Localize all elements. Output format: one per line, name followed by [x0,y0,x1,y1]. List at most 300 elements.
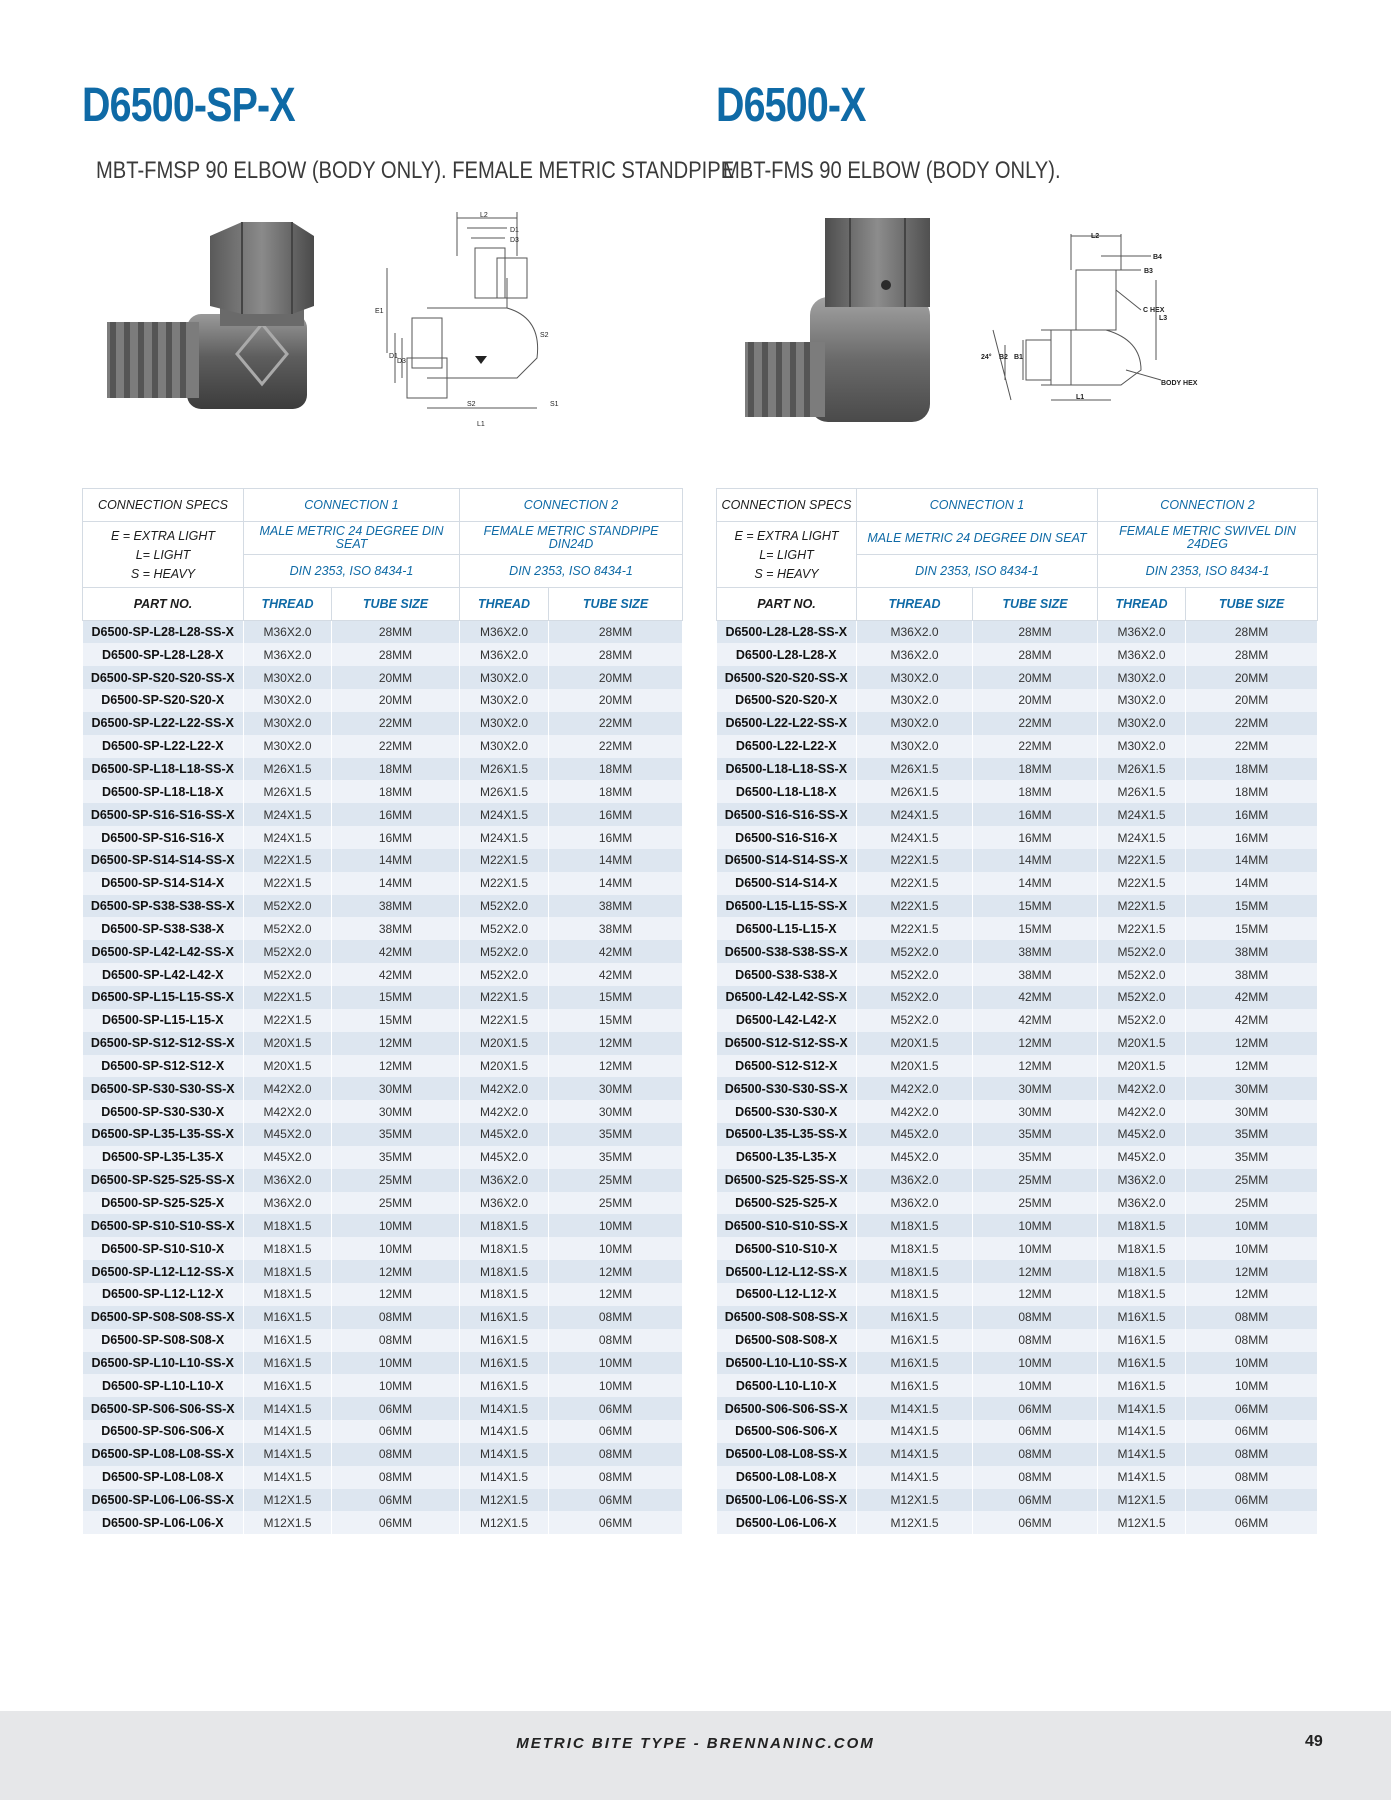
connection-1-thread: M16X1.5 [857,1306,973,1329]
connection-2-tube-size: 12MM [1186,1055,1318,1078]
drawing-label-angle: 24° [981,354,992,361]
connection-2-thread: M45X2.0 [1098,1123,1186,1146]
connection-2-thread: M42X2.0 [460,1077,549,1100]
part-number: D6500-S20-S20-SS-X [717,666,857,689]
connection-1-thread: M42X2.0 [244,1077,332,1100]
connection-1-thread: M36X2.0 [857,643,973,666]
part-number: D6500-S30-S30-X [717,1100,857,1123]
connection-2-thread: M42X2.0 [1098,1077,1186,1100]
table-row [83,643,683,666]
part-number: D6500-SP-L08-L08-SS-X [83,1443,244,1466]
connection-2-tube-size: 42MM [549,940,683,963]
connection-2-tube-size: 25MM [549,1169,683,1192]
connection-1-thread: M22X1.5 [244,872,332,895]
connection-2-tube-size: 10MM [549,1352,683,1375]
connection-2-tube-size: 22MM [1186,735,1318,758]
table-row [83,917,683,940]
connection-2-tube-size: 28MM [1186,643,1318,666]
connection-1-tube-size: 25MM [332,1169,460,1192]
connection-2-thread: M14X1.5 [460,1443,549,1466]
table-row [717,643,1318,666]
connection-1-thread: M12X1.5 [857,1511,973,1534]
connection-1-thread: M30X2.0 [857,689,973,712]
part-number: D6500-SP-L42-L42-X [83,963,244,986]
part-number: D6500-S10-S10-SS-X [717,1214,857,1237]
connection-1-tube-size: 18MM [332,780,460,803]
part-number: D6500-S16-S16-X [717,826,857,849]
connection-1-tube-size: 08MM [973,1306,1098,1329]
connection-2-thread: M36X2.0 [1098,643,1186,666]
part-number: D6500-SP-S06-S06-SS-X [83,1397,244,1420]
connection-1-tube-size: 12MM [973,1283,1098,1306]
table-row [83,1397,683,1420]
connection-2-thread: M52X2.0 [460,917,549,940]
connection-1-tube-size: 06MM [973,1397,1098,1420]
connection-2-thread: M30X2.0 [1098,712,1186,735]
connection-2-thread: M42X2.0 [1098,1100,1186,1123]
table-row [83,1192,683,1215]
connection-1-tube-size: 28MM [973,643,1098,666]
connection-2-thread: M16X1.5 [1098,1352,1186,1375]
connection-2-tube-size: 08MM [549,1306,683,1329]
connection-1-tube-size: 08MM [973,1466,1098,1489]
left-table-body [83,621,683,1535]
connection-2-tube-size: 12MM [549,1283,683,1306]
connection-1-tube-size: 35MM [332,1146,460,1169]
connection-2-tube-size: 16MM [1186,826,1318,849]
weight-note [83,522,244,588]
connection-2-tube-size: 14MM [549,849,683,872]
connection-2-thread: M52X2.0 [460,895,549,918]
connection-1-thread: M20X1.5 [857,1055,973,1078]
connection-2-tube-size: 22MM [549,712,683,735]
table-row [717,986,1318,1009]
table-row [717,1466,1318,1489]
connection-1-thread: M42X2.0 [857,1100,973,1123]
connection-2-tube-size: 18MM [1186,780,1318,803]
connection-1-tube-size: 16MM [973,803,1098,826]
connection-2-thread: M22X1.5 [460,1009,549,1032]
weight-note-line: E = EXTRA LIGHT [734,529,839,543]
thread-header: THREAD [244,588,332,621]
part-number: D6500-L12-L12-SS-X [717,1260,857,1283]
connection-1-thread: M22X1.5 [244,986,332,1009]
left-product-title: D6500-SP-X [82,79,295,132]
connection-1-tube-size: 10MM [332,1237,460,1260]
part-number: D6500-SP-S08-S08-SS-X [83,1306,244,1329]
connection-2-thread: M22X1.5 [460,872,549,895]
drawing-label-c-hex: C HEX [1143,307,1165,314]
connection-1-tube-size: 16MM [332,803,460,826]
connection-1-thread: M36X2.0 [244,621,332,644]
drawing-label-b1: B1 [1014,354,1023,361]
part-number: D6500-L08-L08-SS-X [717,1443,857,1466]
part-number: D6500-SP-L06-L06-X [83,1511,244,1534]
connection-1-tube-size: 38MM [332,895,460,918]
connection-2-label: CONNECTION 2 [1098,489,1318,522]
connection-1-thread: M26X1.5 [244,780,332,803]
table-row [83,621,683,644]
part-number: D6500-SP-L22-L22-SS-X [83,712,244,735]
connection-1-thread: M18X1.5 [857,1237,973,1260]
table-row [717,1306,1318,1329]
connection-1-tube-size: 12MM [332,1032,460,1055]
connection-1-type: MALE METRIC 24 DEGREE DIN SEAT [244,522,460,555]
connection-1-tube-size: 20MM [332,666,460,689]
connection-2-tube-size: 20MM [1186,666,1318,689]
part-number: D6500-SP-L15-L15-X [83,1009,244,1032]
connection-2-tube-size: 30MM [1186,1077,1318,1100]
connection-1-tube-size: 12MM [332,1260,460,1283]
connection-2-label: CONNECTION 2 [460,489,683,522]
drawing-label-b4: B4 [1153,254,1162,261]
table-row [717,780,1318,803]
part-number: D6500-L22-L22-X [717,735,857,758]
table-row [83,872,683,895]
connection-1-thread: M45X2.0 [857,1123,973,1146]
part-number: D6500-L35-L35-SS-X [717,1123,857,1146]
weight-note-line: L= LIGHT [759,548,814,562]
part-number: D6500-SP-L42-L42-SS-X [83,940,244,963]
connection-1-tube-size: 20MM [973,666,1098,689]
connection-1-thread: M36X2.0 [244,1192,332,1215]
connection-1-thread: M42X2.0 [244,1100,332,1123]
connection-1-thread: M26X1.5 [857,780,973,803]
connection-2-thread: M26X1.5 [460,780,549,803]
connection-1-type: MALE METRIC 24 DEGREE DIN SEAT [857,522,1098,555]
part-number: D6500-SP-L35-L35-SS-X [83,1123,244,1146]
connection-1-tube-size: 12MM [973,1032,1098,1055]
connection-1-thread: M30X2.0 [244,712,332,735]
connection-2-tube-size: 06MM [549,1511,683,1534]
connection-2-tube-size: 20MM [1186,689,1318,712]
part-no-header: PART NO. [83,588,244,621]
connection-2-tube-size: 28MM [549,643,683,666]
connection-2-tube-size: 18MM [549,780,683,803]
connection-2-tube-size: 14MM [1186,849,1318,872]
connection-1-tube-size: 06MM [973,1420,1098,1443]
connection-1-thread: M16X1.5 [857,1374,973,1397]
drawing-label-l1: L1 [477,421,485,428]
connection-2-tube-size: 16MM [549,803,683,826]
connection-2-thread: M30X2.0 [1098,689,1186,712]
thread-header: THREAD [460,588,549,621]
connection-1-tube-size: 12MM [973,1260,1098,1283]
right-technical-drawing [981,230,1221,410]
connection-1-tube-size: 10MM [332,1374,460,1397]
connection-2-thread: M18X1.5 [1098,1237,1186,1260]
table-row [717,1214,1318,1237]
drawing-label-l2: L2 [480,212,488,219]
connection-2-thread: M36X2.0 [1098,1192,1186,1215]
connection-2-thread: M36X2.0 [460,621,549,644]
table-row [717,735,1318,758]
connection-1-thread: M52X2.0 [857,963,973,986]
connection-2-thread: M26X1.5 [1098,758,1186,781]
drawing-label-s2-bottom: S2 [467,401,476,408]
connection-2-thread: M14X1.5 [460,1420,549,1443]
connection-2-thread: M24X1.5 [460,826,549,849]
connection-2-thread: M22X1.5 [1098,872,1186,895]
connection-2-tube-size: 08MM [549,1466,683,1489]
connection-1-tube-size: 10MM [973,1352,1098,1375]
connection-1-thread: M20X1.5 [857,1032,973,1055]
table-row [717,1077,1318,1100]
connection-2-tube-size: 06MM [1186,1511,1318,1534]
table-row [717,758,1318,781]
thread-header: THREAD [1098,588,1186,621]
connection-1-thread: M36X2.0 [857,621,973,644]
part-number: D6500-S12-S12-SS-X [717,1032,857,1055]
part-number: D6500-S16-S16-SS-X [717,803,857,826]
part-number: D6500-SP-S08-S08-X [83,1329,244,1352]
connection-2-tube-size: 14MM [1186,872,1318,895]
connection-2-thread: M16X1.5 [460,1374,549,1397]
connection-1-thread: M14X1.5 [244,1466,332,1489]
connection-1-tube-size: 38MM [973,940,1098,963]
table-row [83,1329,683,1352]
table-row [83,1055,683,1078]
left-technical-drawing [367,208,657,430]
connection-2-tube-size: 35MM [549,1123,683,1146]
part-number: D6500-SP-L06-L06-SS-X [83,1489,244,1512]
connection-1-thread: M14X1.5 [857,1397,973,1420]
table-row [717,1374,1318,1397]
connection-1-tube-size: 06MM [332,1397,460,1420]
connection-1-tube-size: 30MM [332,1077,460,1100]
connection-1-tube-size: 35MM [332,1123,460,1146]
part-number: D6500-S08-S08-SS-X [717,1306,857,1329]
connection-1-thread: M36X2.0 [857,1169,973,1192]
connection-1-tube-size: 08MM [973,1329,1098,1352]
connection-2-thread: M20X1.5 [1098,1055,1186,1078]
table-row [717,1489,1318,1512]
connection-2-tube-size: 10MM [1186,1237,1318,1260]
connection-1-tube-size: 18MM [973,758,1098,781]
part-number: D6500-S20-S20-X [717,689,857,712]
part-number: D6500-L15-L15-SS-X [717,895,857,918]
connection-1-thread: M45X2.0 [244,1146,332,1169]
connection-1-tube-size: 06MM [332,1420,460,1443]
drawing-label-s1: S1 [550,401,559,408]
connection-1-thread: M18X1.5 [857,1260,973,1283]
connection-2-tube-size: 06MM [549,1397,683,1420]
part-number: D6500-S06-S06-X [717,1420,857,1443]
connection-2-thread: M52X2.0 [460,940,549,963]
connection-1-thread: M12X1.5 [857,1489,973,1512]
connection-2-standard: DIN 2353, ISO 8434-1 [1098,555,1318,588]
drawing-label-body-hex: BODY HEX [1161,380,1198,387]
connection-2-thread: M16X1.5 [1098,1374,1186,1397]
connection-1-tube-size: 22MM [973,735,1098,758]
part-number: D6500-SP-S14-S14-SS-X [83,849,244,872]
part-number: D6500-SP-S12-S12-X [83,1055,244,1078]
connection-2-tube-size: 15MM [549,1009,683,1032]
connection-2-tube-size: 42MM [1186,1009,1318,1032]
right-product-title: D6500-X [716,79,866,132]
table-row [717,872,1318,895]
thread-header: THREAD [857,588,973,621]
connection-1-tube-size: 18MM [973,780,1098,803]
connection-1-tube-size: 06MM [973,1511,1098,1534]
connection-2-thread: M24X1.5 [1098,826,1186,849]
connection-1-thread: M14X1.5 [857,1466,973,1489]
table-row [717,1283,1318,1306]
drawing-label-e1: E1 [375,308,384,315]
connection-2-tube-size: 42MM [549,963,683,986]
connection-2-thread: M26X1.5 [1098,780,1186,803]
connection-1-tube-size: 20MM [973,689,1098,712]
table-row [83,826,683,849]
connection-2-tube-size: 38MM [1186,963,1318,986]
table-row [717,803,1318,826]
connection-2-type: FEMALE METRIC SWIVEL DIN 24DEG [1098,522,1318,555]
connection-2-tube-size: 12MM [1186,1283,1318,1306]
tube-size-header: TUBE SIZE [549,588,683,621]
part-number: D6500-S25-S25-X [717,1192,857,1215]
connection-2-tube-size: 06MM [1186,1420,1318,1443]
connection-2-thread: M52X2.0 [1098,1009,1186,1032]
drawing-label-b2: B2 [999,354,1008,361]
part-number: D6500-SP-S20-S20-SS-X [83,666,244,689]
connection-2-thread: M45X2.0 [460,1123,549,1146]
table-row [717,1443,1318,1466]
connection-2-thread: M30X2.0 [1098,735,1186,758]
part-number: D6500-S25-S25-SS-X [717,1169,857,1192]
part-number: D6500-L06-L06-SS-X [717,1489,857,1512]
part-number: D6500-S08-S08-X [717,1329,857,1352]
connection-1-tube-size: 08MM [332,1466,460,1489]
table-row [83,940,683,963]
connection-2-tube-size: 06MM [1186,1489,1318,1512]
connection-2-thread: M22X1.5 [1098,917,1186,940]
part-number: D6500-SP-L10-L10-X [83,1374,244,1397]
table-row [717,666,1318,689]
connection-1-label: CONNECTION 1 [857,489,1098,522]
table-row [83,1283,683,1306]
connection-1-tube-size: 10MM [973,1214,1098,1237]
connection-1-thread: M30X2.0 [244,689,332,712]
connection-2-thread: M22X1.5 [460,849,549,872]
connection-1-tube-size: 12MM [973,1055,1098,1078]
connection-2-tube-size: 08MM [1186,1443,1318,1466]
connection-2-thread: M36X2.0 [460,1169,549,1192]
table-row [83,986,683,1009]
footer-text: METRIC BITE TYPE - BRENNANINC.COM [516,1735,875,1752]
connection-1-standard: DIN 2353, ISO 8434-1 [857,555,1098,588]
table-row [83,1466,683,1489]
part-number: D6500-SP-S38-S38-X [83,917,244,940]
part-number: D6500-L42-L42-X [717,1009,857,1032]
table-row [717,1100,1318,1123]
table-row [717,1237,1318,1260]
connection-2-thread: M12X1.5 [460,1489,549,1512]
table-row [717,712,1318,735]
connection-1-tube-size: 16MM [332,826,460,849]
connection-1-tube-size: 18MM [332,758,460,781]
part-no-header: PART NO. [717,588,857,621]
connection-2-thread: M36X2.0 [1098,621,1186,644]
connection-1-thread: M16X1.5 [857,1329,973,1352]
table-row [83,666,683,689]
part-number: D6500-SP-L10-L10-SS-X [83,1352,244,1375]
connection-1-tube-size: 14MM [973,849,1098,872]
table-row [717,689,1318,712]
table-row [83,803,683,826]
connection-2-tube-size: 12MM [549,1032,683,1055]
connection-2-tube-size: 20MM [549,689,683,712]
connection-2-thread: M24X1.5 [460,803,549,826]
connection-1-thread: M24X1.5 [857,803,973,826]
connection-1-thread: M18X1.5 [857,1283,973,1306]
connection-2-tube-size: 12MM [1186,1260,1318,1283]
connection-1-tube-size: 10MM [332,1352,460,1375]
connection-1-thread: M52X2.0 [857,986,973,1009]
part-number: D6500-SP-S06-S06-X [83,1420,244,1443]
connection-1-thread: M14X1.5 [857,1443,973,1466]
connection-1-thread: M22X1.5 [857,917,973,940]
connection-1-tube-size: 08MM [332,1306,460,1329]
connection-2-thread: M18X1.5 [460,1237,549,1260]
table-row [83,1443,683,1466]
connection-2-tube-size: 10MM [1186,1352,1318,1375]
connection-1-tube-size: 35MM [973,1146,1098,1169]
table-row [83,689,683,712]
connection-1-tube-size: 14MM [332,849,460,872]
part-number: D6500-L15-L15-X [717,917,857,940]
connection-2-tube-size: 10MM [549,1237,683,1260]
connection-2-tube-size: 08MM [549,1443,683,1466]
connection-1-tube-size: 12MM [332,1283,460,1306]
table-row [83,1306,683,1329]
table-row [83,1100,683,1123]
table-row [717,1055,1318,1078]
connection-2-tube-size: 35MM [1186,1123,1318,1146]
table-row [717,917,1318,940]
connection-1-thread: M36X2.0 [244,643,332,666]
connection-1-thread: M45X2.0 [244,1123,332,1146]
part-number: D6500-S14-S14-SS-X [717,849,857,872]
table-row [83,1237,683,1260]
connection-2-tube-size: 14MM [549,872,683,895]
weight-note-line: E = EXTRA LIGHT [110,529,216,543]
connection-1-tube-size: 06MM [332,1511,460,1534]
connection-1-tube-size: 12MM [332,1055,460,1078]
connection-2-tube-size: 18MM [549,758,683,781]
connection-1-thread: M26X1.5 [244,758,332,781]
table-row [717,1146,1318,1169]
table-row [717,963,1318,986]
connection-1-thread: M18X1.5 [244,1283,332,1306]
connection-2-tube-size: 38MM [549,917,683,940]
connection-1-thread: M14X1.5 [857,1420,973,1443]
part-number: D6500-S10-S10-X [717,1237,857,1260]
table-row [83,1511,683,1534]
table-row [83,1009,683,1032]
connection-1-thread: M16X1.5 [244,1352,332,1375]
connection-2-thread: M14X1.5 [1098,1420,1186,1443]
connection-2-tube-size: 06MM [1186,1397,1318,1420]
table-row [83,1489,683,1512]
connection-1-tube-size: 25MM [332,1192,460,1215]
drawing-label-l3: L3 [1159,315,1168,322]
connection-1-tube-size: 28MM [332,643,460,666]
connection-1-thread: M30X2.0 [857,712,973,735]
connection-2-tube-size: 38MM [549,895,683,918]
connection-1-thread: M24X1.5 [244,803,332,826]
connection-1-thread: M20X1.5 [244,1032,332,1055]
table-row [717,940,1318,963]
